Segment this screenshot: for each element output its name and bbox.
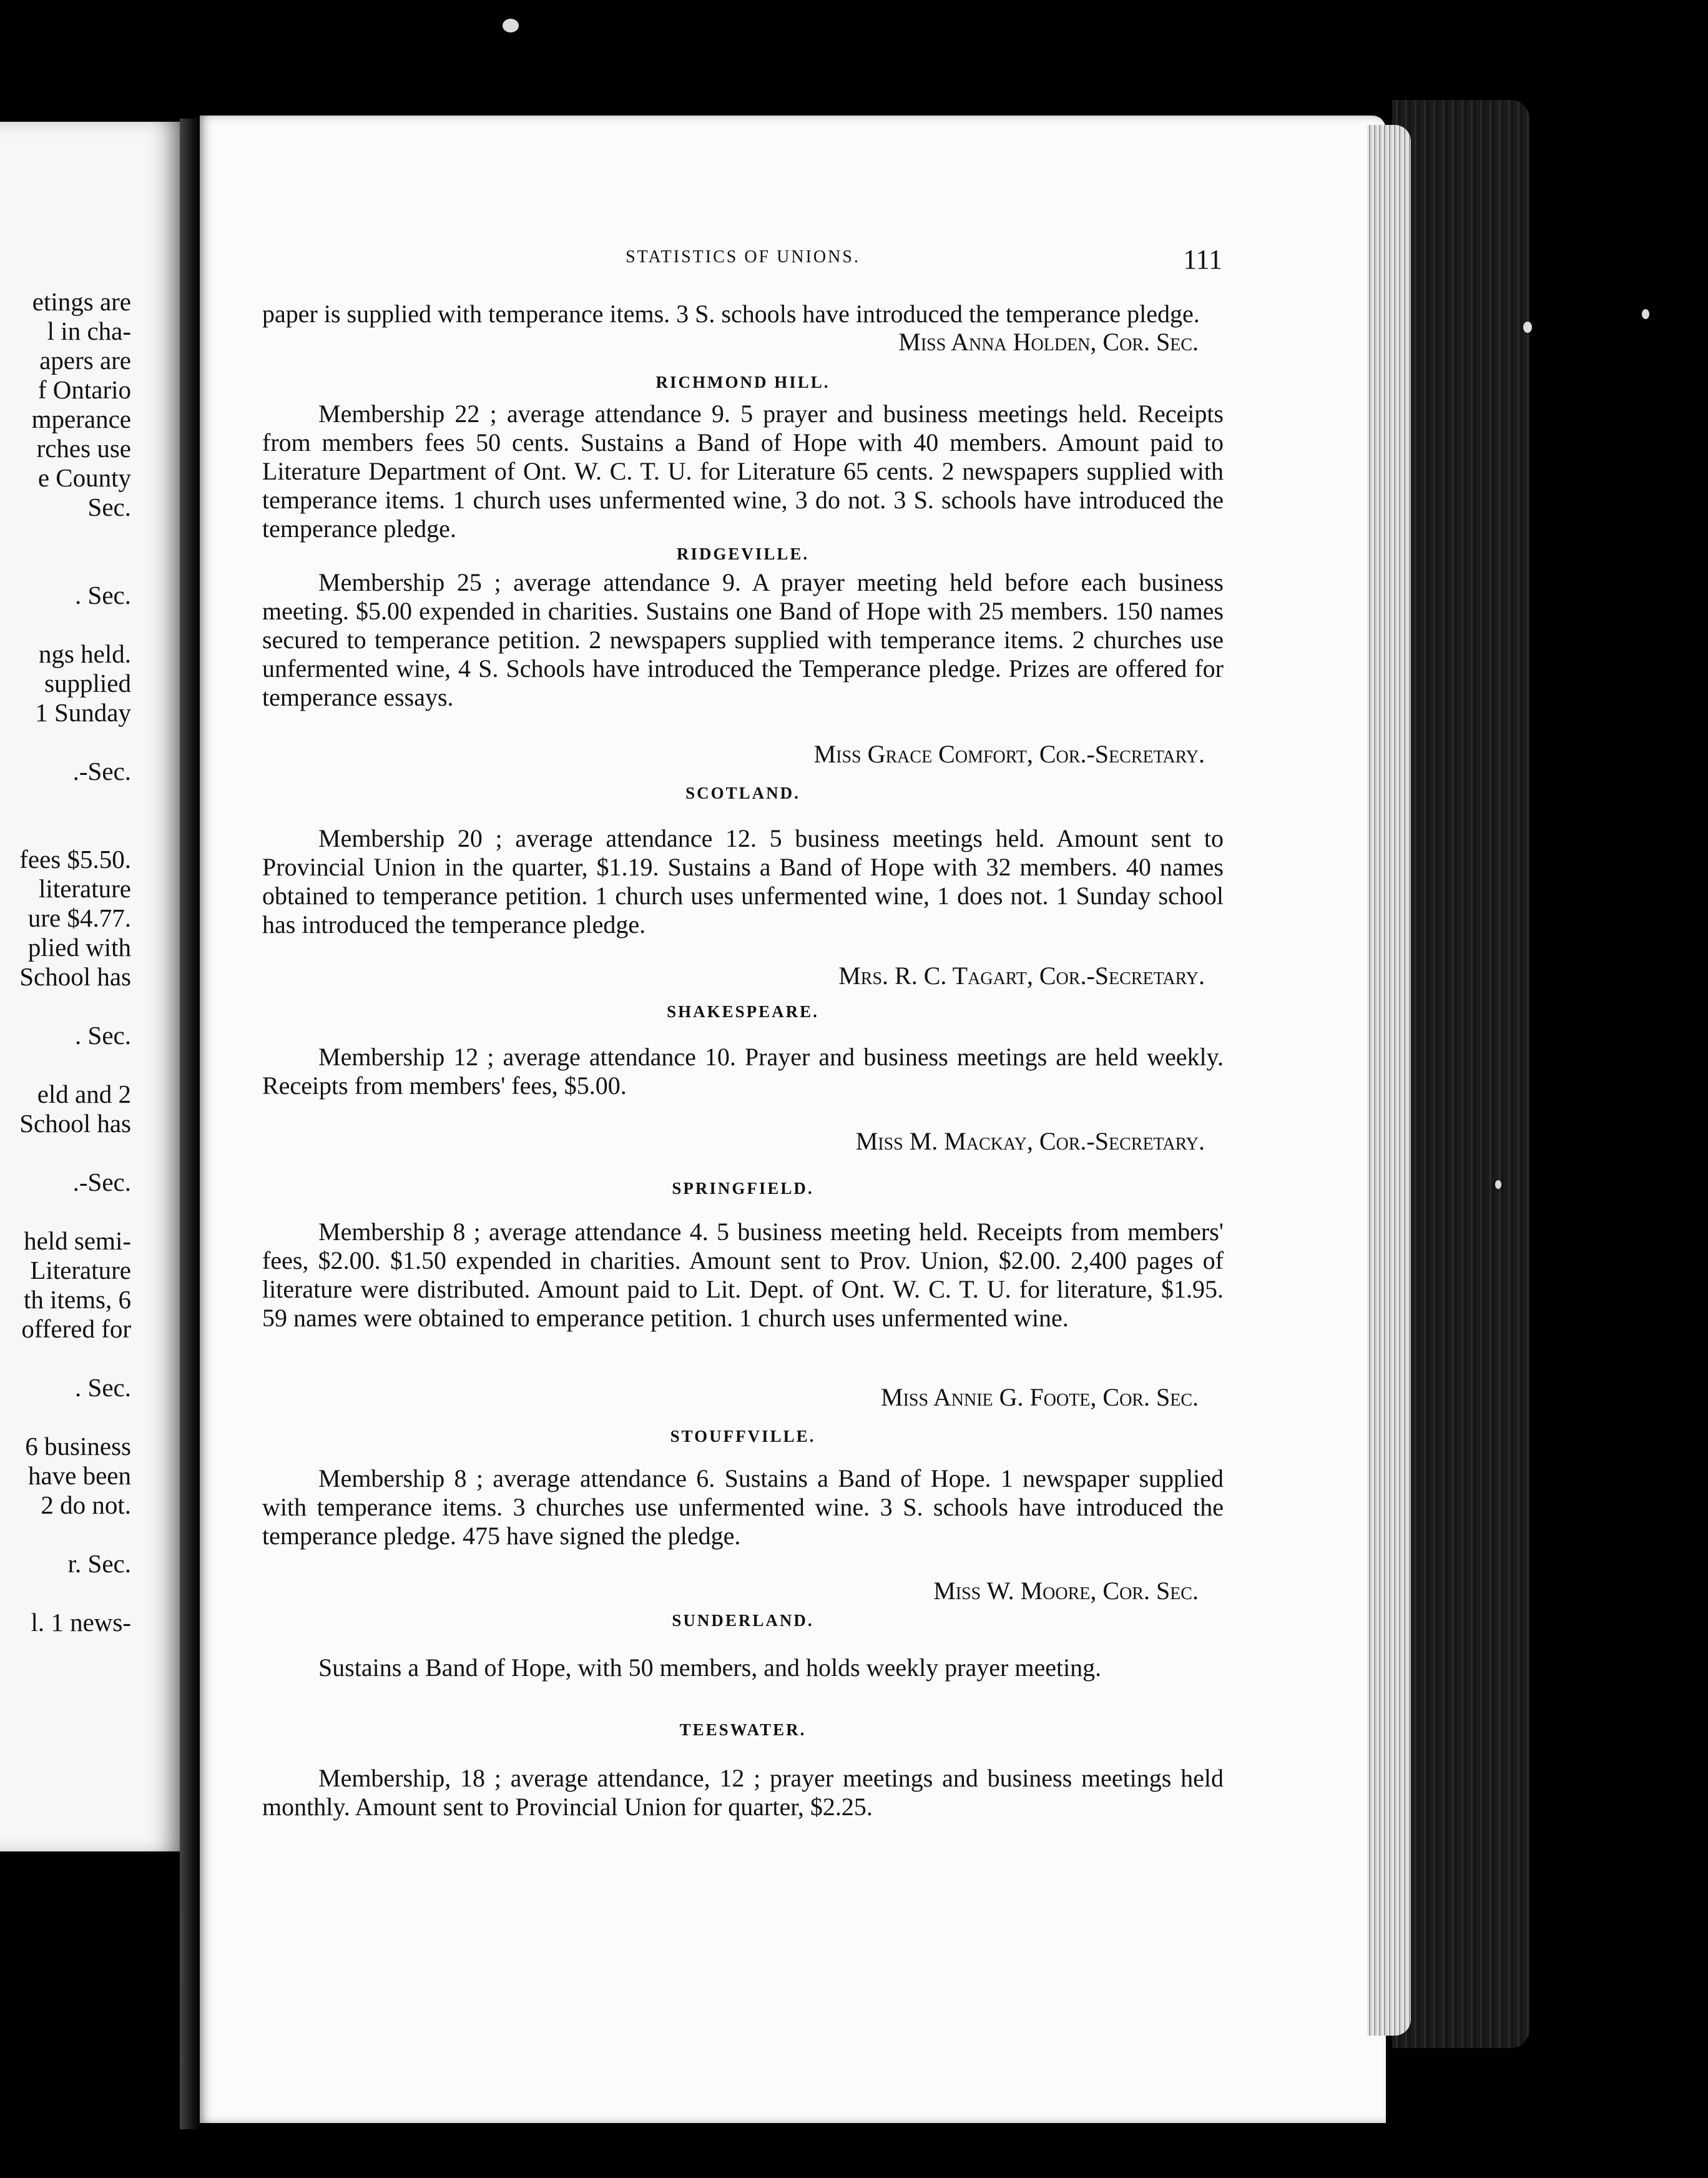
left-line: . Sec. [75, 1021, 131, 1050]
left-line: School has [19, 1109, 131, 1138]
section-body-teeswater [262, 1764, 1224, 1821]
dust-speck [1523, 322, 1532, 333]
left-line: Literature [30, 1256, 131, 1284]
left-line: supplied [44, 669, 131, 697]
section-text: Membership 20 ; average attendance 12. 5 business meetings held. Amount sent to Provincial Union in the quarter, $1.19. Sustains a Band of Hope with 32 members. 40 names obtained to temperance petition. 1 church uses unfermented wine, 1 does not. 1 Sunday school has introduced the temperance pledge. [262, 824, 1224, 939]
section-text: Sustains a Band of Hope, with 50 members, and holds weekly prayer meeting. [318, 1653, 1102, 1682]
dust-speck [1495, 1180, 1501, 1189]
left-line: th items, 6 [24, 1285, 131, 1314]
left-line [0, 610, 131, 639]
section-text: Membership 8 ; average attendance 4. 5 business meeting held. Receipts from members' fees, $2.00. $1.50 expended in charities. Amount sent to Prov. Union, $2.00. 2,400 pages of literature were distributed. Amount paid to Lit. Dept. of Ont. W. C. T. U. for literature, $1.95. 59 names were obtained to emperance petition. 1 church uses unfermented wine. [262, 1218, 1224, 1332]
left-line: 1 Sunday [35, 698, 131, 727]
left-line: mperance [31, 405, 131, 433]
dust-speck [503, 19, 519, 32]
left-line: .-Sec. [72, 1168, 131, 1196]
signature-row-shakespeare [262, 1127, 1224, 1156]
section-heading-sunderland: SUNDERLAND. [672, 1611, 814, 1630]
left-line [0, 522, 131, 551]
left-line: apers are [39, 346, 131, 375]
signature-row-scotland [262, 962, 1224, 990]
left-line: etings are [32, 287, 131, 316]
section-heading-richmond-hill: RICHMOND HILL. [655, 373, 830, 392]
signature-springfield: Miss Annie G. Foote, Cor. Sec. [881, 1383, 1199, 1411]
left-line: Sec. [87, 493, 131, 521]
running-head [262, 244, 1224, 275]
section-heading-springfield: SPRINGFIELD. [672, 1179, 814, 1198]
signature-scotland: Mrs. R. C. Tagart, Cor.-Secretary. [838, 962, 1205, 990]
left-line: have been [27, 1461, 131, 1490]
left-line: School has [19, 962, 131, 991]
section-body-stouffville [262, 1464, 1224, 1550]
intro-signature-row [262, 328, 1224, 357]
intro-text: paper is supplied with temperance items. 3 S. schools have introduced the temperance pledge. [262, 300, 1200, 328]
left-line [0, 727, 131, 757]
left-line [0, 1197, 131, 1226]
section-heading-teeswater: TEESWATER. [679, 1720, 807, 1739]
section-text: Membership 12 ; average attendance 10. Prayer and business meetings are held weekly. Receipts from members' fees, $5.00. [262, 1043, 1224, 1100]
left-line [0, 786, 131, 816]
left-line: fees $5.50. [19, 845, 131, 874]
left-line [0, 1579, 131, 1608]
signature-shakespeare: Miss M. Mackay, Cor.-Secretary. [855, 1127, 1205, 1155]
left-line: f Ontario [37, 375, 131, 404]
left-line: rches use [36, 434, 131, 463]
left-line: r. Sec. [67, 1549, 131, 1578]
section-body-richmond-hill [262, 400, 1224, 543]
left-line: plied with [27, 933, 131, 962]
book-cover-edge [1392, 100, 1529, 2048]
page-number: 111 [1183, 244, 1222, 275]
section-text: Membership 8 ; average attendance 6. Sustains a Band of Hope. 1 newspaper supplied with temperance items. 3 churches use unfermented wine. 3 S. schools have introduced the temperance pledge. 475 have signed the pledge. [262, 1464, 1224, 1550]
section-heading-stouffville: STOUFFVILLE. [670, 1427, 816, 1446]
left-line: .-Sec. [72, 757, 131, 786]
left-line: eld and 2 [37, 1080, 131, 1108]
left-line: held semi- [24, 1226, 131, 1255]
left-line [0, 1050, 131, 1080]
left-line: . Sec. [75, 581, 131, 609]
left-line [0, 1402, 131, 1432]
running-title: STATISTICS OF UNIONS. [626, 247, 860, 267]
section-body-springfield [262, 1218, 1224, 1333]
signature-row-springfield [262, 1383, 1224, 1412]
section-body-scotland [262, 824, 1224, 939]
left-line [0, 816, 131, 845]
left-line: 6 business [25, 1432, 131, 1461]
section-body-shakespeare [262, 1043, 1224, 1100]
section-heading-scotland: SCOTLAND. [685, 784, 800, 802]
section-text: Membership 22 ; average attendance 9. 5 prayer and business meetings held. Receipts from members fees 50 cents. Sustains a Band of Hope with 40 members. Amount paid to Literature Department of Ont. W. C. T. U. for Literature 65 cents. 2 newspapers supplied with temperance items. 1 church uses unfermented wine, 3 do not. 3 S. schools have introduced the temperance pledge. [262, 400, 1224, 543]
left-line: 2 do not. [41, 1491, 131, 1519]
section-body-sunderland [262, 1653, 1224, 1682]
left-line [0, 1138, 131, 1168]
section-heading-ridgeville: RIDGEVILLE. [676, 544, 810, 563]
left-line: literature [39, 874, 131, 903]
left-line [0, 1344, 131, 1373]
signature-ridgeville: Miss Grace Comfort, Cor.-Secretary. [813, 740, 1205, 768]
left-line: ngs held. [38, 639, 131, 668]
left-line: . Sec. [75, 1373, 131, 1402]
section-body-ridgeville [262, 568, 1224, 712]
left-line [0, 551, 131, 581]
signature-stouffville: Miss W. Moore, Cor. Sec. [933, 1577, 1199, 1605]
left-line: e County [37, 463, 131, 492]
left-line: l. 1 news- [31, 1608, 131, 1637]
intro-signature: Miss Anna Holden, Cor. Sec. [898, 328, 1199, 356]
book-gutter [180, 119, 202, 2129]
section-heading-shakespeare: SHAKESPEARE. [667, 1002, 819, 1021]
section-text: Membership 25 ; average attendance 9. A prayer meeting held before each business meeting. $5.00 expended in charities. Sustains one Band of Hope with 25 members. 150 names secured to temperance petition. 2 newspapers supplied with temperance items. 2 churches use unfermented wine, 4 S. Schools have introduced the Temperance pledge. Prizes are offered for temperance essays. [262, 568, 1224, 711]
left-line: l in cha- [47, 317, 131, 345]
left-page-text [0, 287, 131, 1637]
page-edges [1367, 125, 1411, 2036]
intro-block [262, 300, 1224, 328]
left-line: offered for [21, 1314, 131, 1343]
dust-speck [1642, 309, 1649, 319]
left-line [0, 1520, 131, 1549]
left-line [0, 992, 131, 1021]
signature-row-ridgeville [262, 740, 1224, 769]
left-line: ure $4.77. [27, 904, 131, 932]
section-text: Membership, 18 ; average attendance, 12 ; prayer meetings and business meetings held monthly. Amount sent to Provincial Union for quarter, $2.25. [262, 1764, 1224, 1821]
signature-row-stouffville [262, 1577, 1224, 1605]
